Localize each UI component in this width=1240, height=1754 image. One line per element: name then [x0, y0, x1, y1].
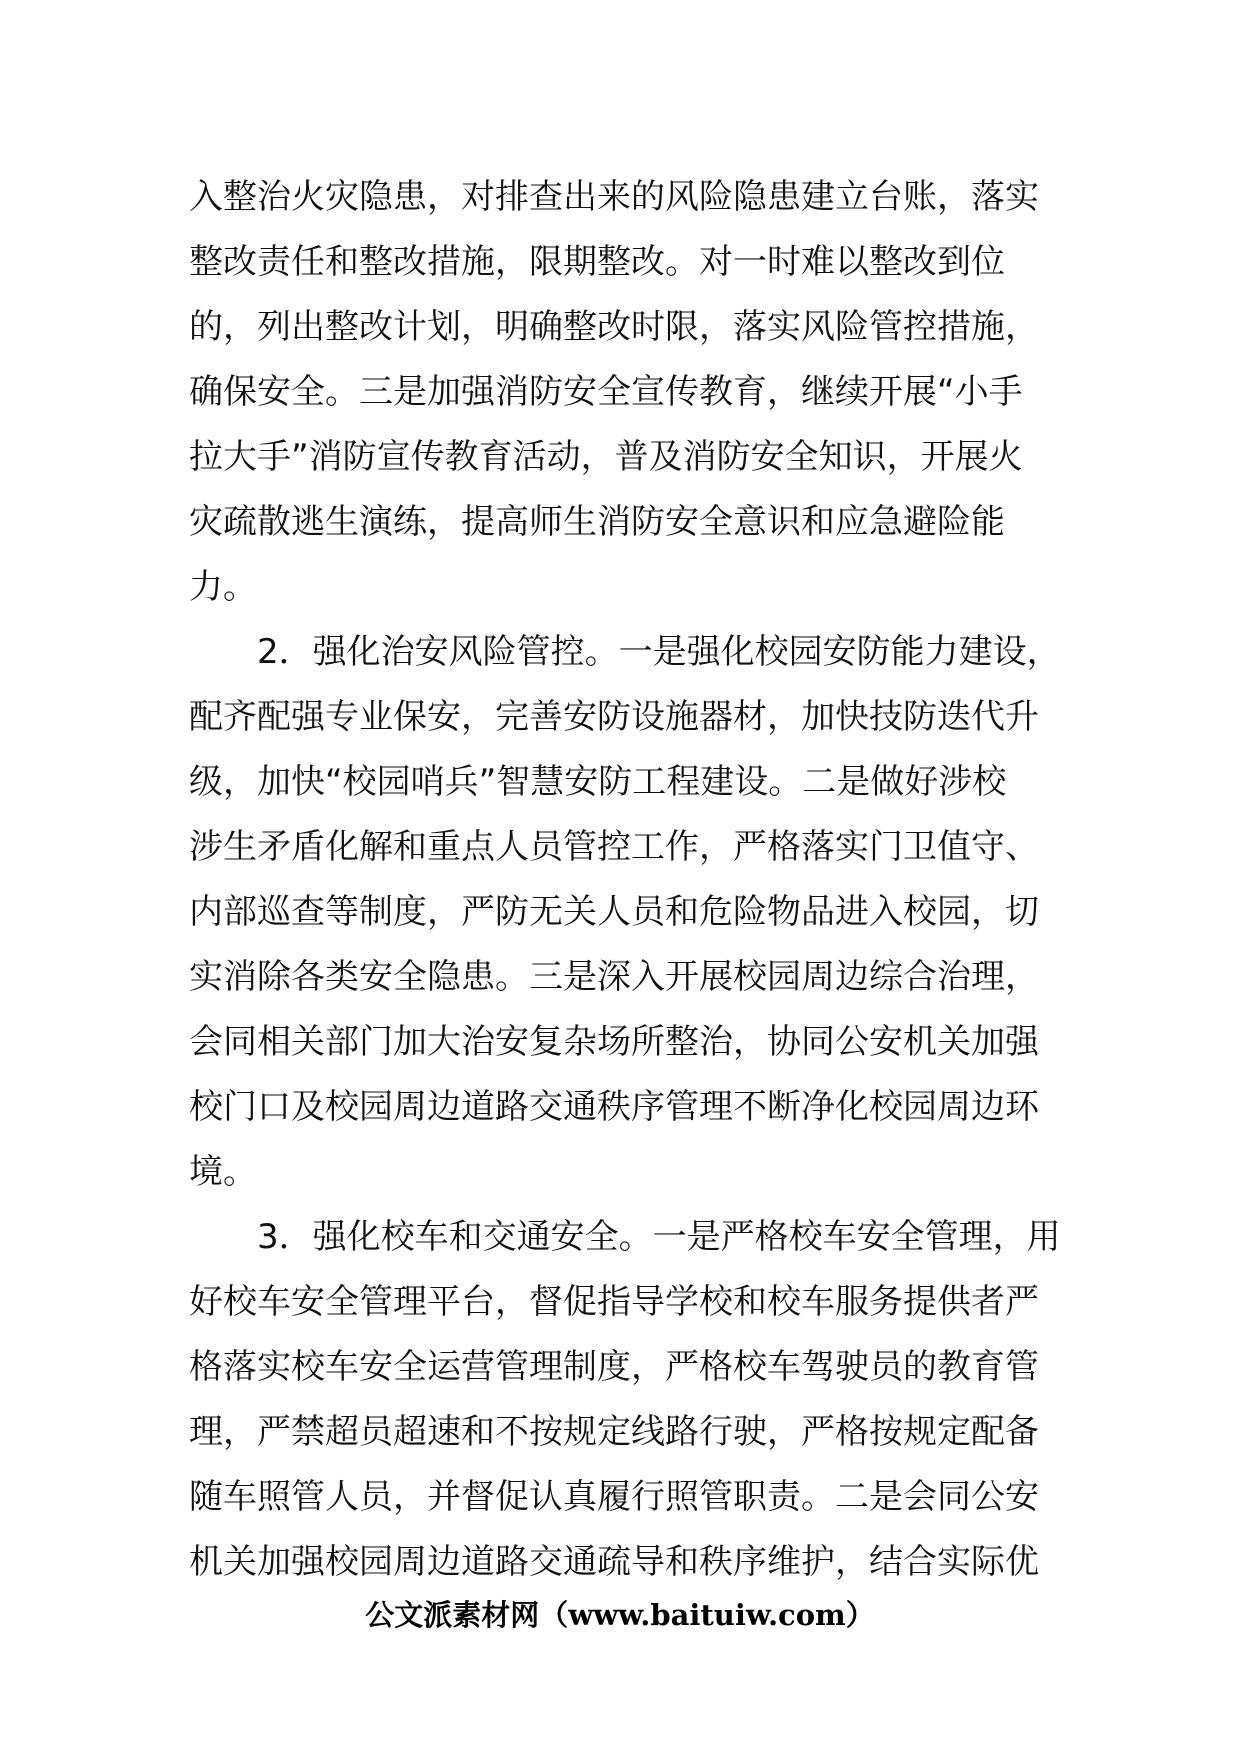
- body-text: [189, 165, 1059, 1595]
- text-line: 理，严禁超员超速和不按规定线路行驶，严格按规定配备: [189, 1412, 1039, 1452]
- text-line: 实消除各类安全隐患。三是深入开展校园周边综合治理，: [189, 957, 1039, 997]
- text-line: 内部巡查等制度，严防无关人员和危险物品进入校园，切: [189, 892, 1039, 932]
- text-line: 力。: [189, 567, 257, 607]
- footer-watermark: 公文派素材网（www.baituiw.com）: [365, 1598, 875, 1632]
- text-line: 入整治火灾隐患，对排查出来的风险隐患建立台账，落实: [189, 177, 1039, 217]
- text-line: 灾疏散逃生演练，提高师生消防安全意识和应急避险能: [189, 502, 1005, 542]
- text-line: 级，加快“校园哨兵”智慧安防工程建设。二是做好涉校: [189, 762, 1007, 802]
- text-line: 随车照管人员，并督促认真履行照管职责。二是会同公安: [189, 1477, 1039, 1517]
- text-line: 拉大手”消防宣传教育活动，普及消防安全知识，开展火: [189, 437, 1023, 477]
- text-line: 涉生矛盾化解和重点人员管控工作，严格落实门卫值守、: [189, 827, 1039, 867]
- text-line: 配齐配强专业保安，完善安防设施器材，加快技防迭代升: [189, 697, 1039, 737]
- section-heading-line: 2．强化治安风险管控。一是强化校园安防能力建设，: [257, 632, 1061, 672]
- section-heading-line: 3．强化校车和交通安全。一是严格校车安全管理，用: [257, 1217, 1061, 1257]
- text-line: 校门口及校园周边道路交通秩序管理不断净化校园周边环: [189, 1087, 1039, 1127]
- text-line: 机关加强校园周边道路交通疏导和秩序维护，结合实际优: [189, 1542, 1039, 1582]
- text-line: 的，列出整改计划，明确整改时限，落实风险管控措施，: [189, 307, 1039, 347]
- text-line: 好校车安全管理平台，督促指导学校和校车服务提供者严: [189, 1282, 1039, 1322]
- text-line: 境。: [189, 1152, 257, 1192]
- text-line: 会同相关部门加大治安复杂场所整治，协同公安机关加强: [189, 1022, 1039, 1062]
- text-line: 格落实校车安全运营管理制度，严格校车驾驶员的教育管: [189, 1347, 1039, 1387]
- text-line: 整改责任和整改措施，限期整改。对一时难以整改到位: [189, 242, 1005, 282]
- text-line: 确保安全。三是加强消防安全宣传教育，继续开展“小手: [189, 372, 1023, 412]
